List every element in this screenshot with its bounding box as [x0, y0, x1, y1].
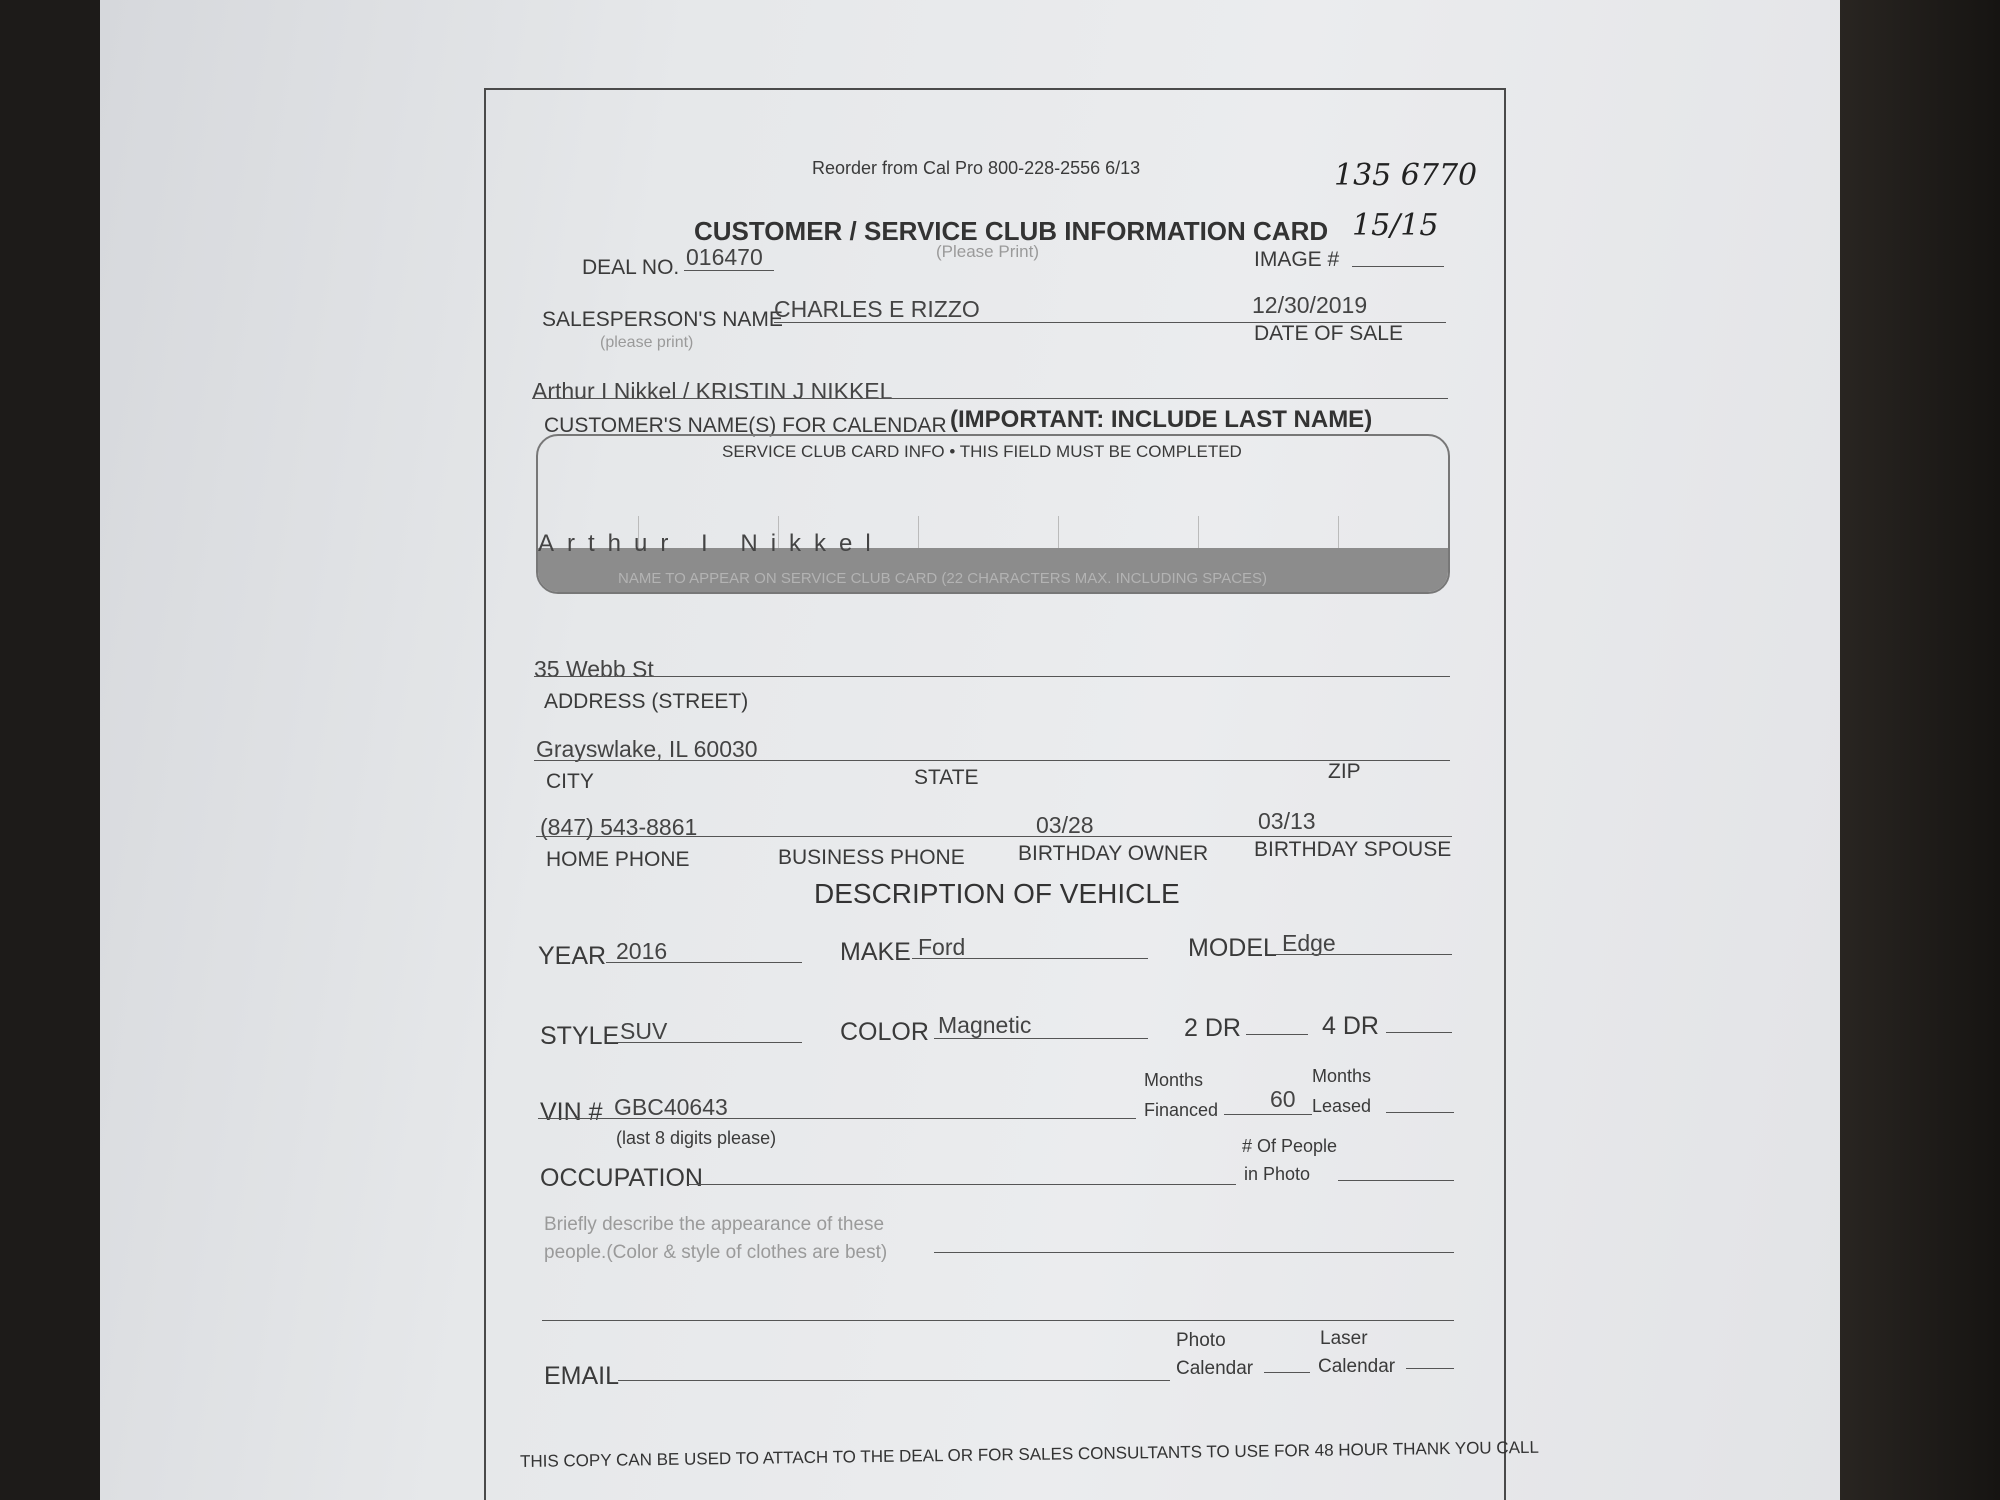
occupation-label: OCCUPATION	[540, 1164, 703, 1192]
vin-note: (last 8 digits please)	[616, 1128, 777, 1148]
home-phone-value: (847) 543-8861	[540, 814, 698, 840]
year-value: 2016	[616, 938, 668, 964]
leased-line	[1386, 1112, 1454, 1113]
occupation-line	[688, 1184, 1236, 1185]
phone-line	[536, 836, 1452, 837]
address-line	[534, 676, 1450, 677]
home-phone-label: HOME PHONE	[546, 848, 690, 871]
describe-text-2: people.(Color & style of clothes are best)	[544, 1242, 888, 1263]
service-club-header: SERVICE CLUB CARD INFO • THIS FIELD MUST BE COMPLETED	[722, 442, 1242, 461]
people-label-1: # Of People	[1242, 1136, 1338, 1156]
vin-value: GBC40643	[614, 1094, 728, 1120]
zip-label: ZIP	[1328, 760, 1361, 783]
deal-no-line	[684, 270, 774, 271]
salesperson-value: CHARLES E RIZZO	[774, 296, 980, 322]
char-tick	[1058, 516, 1059, 548]
model-label: MODEL	[1188, 934, 1277, 962]
footer-note: THIS COPY CAN BE USED TO ATTACH TO THE DEAL OR FOR SALES CONSULTANTS TO USE FOR 48 HOUR THANK YOU CALL	[519, 1437, 1540, 1471]
color-line	[934, 1038, 1148, 1039]
vehicle-header: DESCRIPTION OF VEHICLE	[814, 878, 1180, 909]
city-label: CITY	[546, 770, 594, 793]
reorder-text: Reorder from Cal Pro 800-228-2556 6/13	[812, 158, 1141, 178]
deal-no-label: DEAL NO.	[582, 256, 680, 279]
financed-label: Financed	[1144, 1100, 1219, 1120]
city-value: Grayswlake, IL 60030	[536, 736, 758, 762]
model-value: Edge	[1282, 930, 1336, 956]
birthday-owner-value: 03/28	[1036, 812, 1094, 838]
style-value: SUV	[620, 1018, 668, 1044]
make-line	[912, 958, 1148, 959]
service-club-note: NAME TO APPEAR ON SERVICE CLUB CARD (22 CHARACTERS MAX. INCLUDING SPACES)	[618, 570, 1268, 587]
background-edge	[1830, 0, 2000, 1500]
describe-line-2	[542, 1320, 1454, 1321]
email-line	[618, 1380, 1170, 1381]
date-of-sale-value: 12/30/2019	[1252, 292, 1368, 318]
laser-label: Laser	[1320, 1328, 1368, 1349]
two-dr-line	[1246, 1034, 1308, 1035]
people-label-2: in Photo	[1244, 1164, 1311, 1184]
year-line	[606, 962, 802, 963]
salesperson-note: (please print)	[600, 334, 694, 351]
deal-no-value: 016470	[686, 244, 763, 270]
please-print-note: (Please Print)	[936, 242, 1039, 261]
salesperson-label: SALESPERSON'S NAME	[542, 308, 783, 331]
color-value: Magnetic	[938, 1012, 1032, 1038]
card-title: CUSTOMER / SERVICE CLUB INFORMATION CARD	[694, 216, 1329, 246]
color-label: COLOR	[840, 1018, 929, 1046]
financed-line	[1224, 1114, 1312, 1115]
months-financed-label-top: Months	[1144, 1070, 1204, 1090]
months-leased-label-top: Months	[1312, 1066, 1372, 1086]
photo-calendar-line	[1264, 1372, 1310, 1373]
four-dr-line	[1386, 1032, 1452, 1033]
address-label: ADDRESS (STREET)	[544, 690, 749, 713]
people-line	[1338, 1180, 1454, 1181]
state-label: STATE	[914, 766, 979, 789]
email-label: EMAIL	[544, 1362, 620, 1390]
handwritten-fraction: 15/15	[1352, 208, 1439, 243]
birthday-spouse-label: BIRTHDAY SPOUSE	[1254, 838, 1452, 861]
important-note: (IMPORTANT: INCLUDE LAST NAME)	[950, 406, 1373, 433]
laser-calendar-label: Calendar	[1318, 1356, 1396, 1377]
image-label: IMAGE #	[1254, 248, 1340, 271]
business-phone-label: BUSINESS PHONE	[778, 846, 965, 869]
address-value: 35 Webb St	[534, 656, 654, 682]
city-line	[534, 760, 1450, 761]
char-tick	[918, 516, 919, 548]
image-line	[1352, 266, 1444, 267]
char-tick	[1338, 516, 1339, 548]
photo-calendar-label: Calendar	[1176, 1358, 1254, 1379]
describe-text-1: Briefly describe the appearance of these	[544, 1214, 885, 1235]
two-dr-label: 2 DR	[1184, 1014, 1241, 1042]
year-label: YEAR	[538, 942, 607, 970]
date-of-sale-label: DATE OF SALE	[1254, 322, 1403, 345]
make-label: MAKE	[840, 938, 911, 966]
months-financed-value: 60	[1270, 1086, 1296, 1112]
service-club-name: Arthur I Nikkel	[538, 530, 884, 557]
style-line	[618, 1042, 802, 1043]
leased-label: Leased	[1312, 1096, 1372, 1116]
char-tick	[1198, 516, 1199, 548]
vin-label: VIN #	[540, 1098, 603, 1126]
photo-label: Photo	[1176, 1330, 1226, 1351]
birthday-owner-label: BIRTHDAY OWNER	[1018, 842, 1209, 865]
birthday-spouse-value: 03/13	[1258, 808, 1316, 834]
make-value: Ford	[918, 934, 966, 960]
laser-calendar-line	[1406, 1368, 1454, 1369]
model-line	[1276, 954, 1452, 955]
describe-line-1	[934, 1252, 1454, 1253]
style-label: STYLE	[540, 1022, 620, 1050]
customer-names-value: Arthur I Nikkel / KRISTIN J NIKKEL	[532, 378, 893, 404]
handwritten-number: 135 6770	[1334, 158, 1478, 193]
four-dr-label: 4 DR	[1322, 1012, 1379, 1040]
customer-names-label: CUSTOMER'S NAME(S) FOR CALENDAR	[544, 414, 947, 437]
customer-names-line	[532, 398, 1448, 399]
vin-line	[538, 1118, 1136, 1119]
